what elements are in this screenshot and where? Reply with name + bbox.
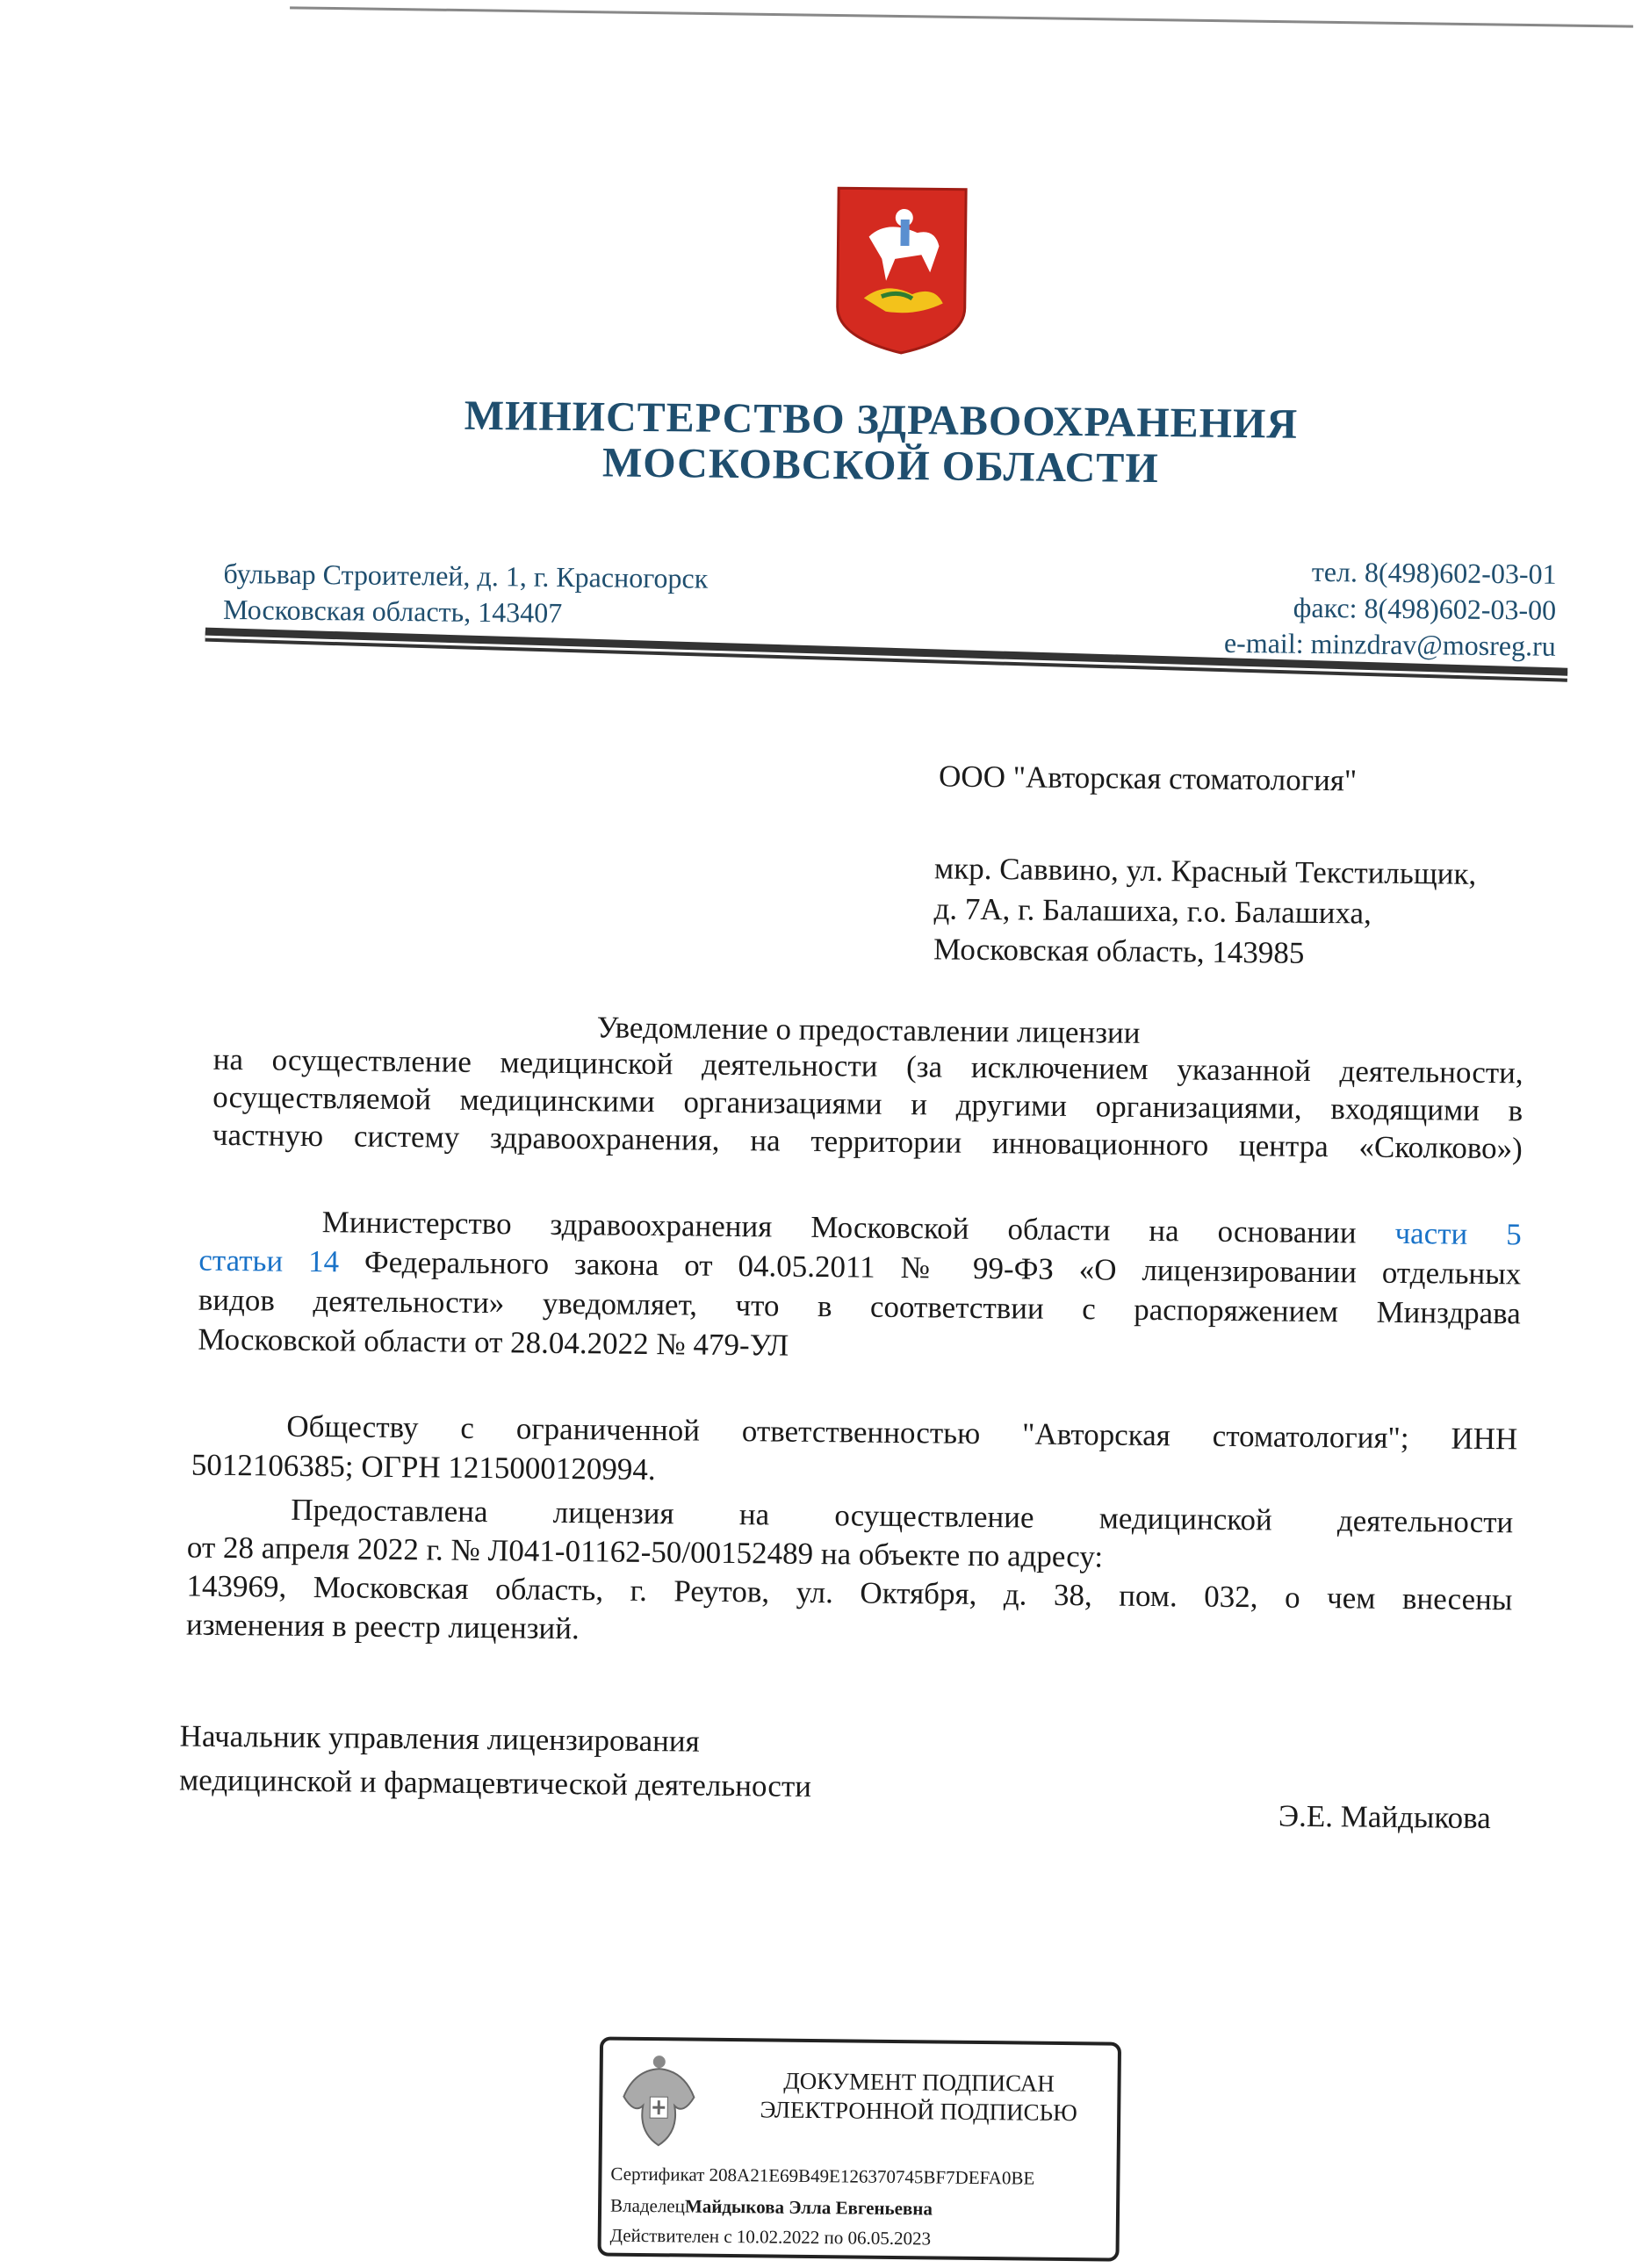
notice-line: частную систему здравоохранения, на территории инновационного центра «Сколково») [212,1117,1523,1166]
recipient-address-line2: д. 7А, г. Балашиха, г.о. Балашиха, [933,891,1372,931]
certificate-number: Сертификат 208A21E69B49E126370745BF7DEFA0BE [610,2163,1035,2189]
email: e-mail: minzdrav@mosreg.ru [1223,626,1556,662]
p1-line3: видов деятельности» уведомляет, что в соответствии с распоряжением Минздрава [198,1282,1521,1331]
owner-label: Владелец [609,2194,686,2217]
p1-line4: Московской области от 28.04.2022 № 479-УЛ [198,1321,789,1363]
law-part-link[interactable]: части 5 [1394,1215,1522,1252]
paragraph-2 [191,1406,1518,1499]
stamp-title-line2: ЭЛЕКТРОННОЙ ПОДПИСЬЮ [760,2096,1078,2127]
address-line2: Московская область, 143407 [222,593,563,629]
notice-line: на осуществление медицинской деятельности (за исключением указанной деятельности, [212,1041,1523,1091]
stamp-title [734,2066,1104,2128]
p2-line1: Обществу с ограниченной ответственностью "Авторская стоматология"; ИНН [286,1408,1518,1457]
electronic-signature-stamp [597,2036,1121,2261]
stamp-title-line1: ДОКУМЕНТ ПОДПИСАН [783,2067,1055,2097]
law-article-link[interactable]: статьи 14 [198,1242,340,1279]
address-line1: бульвар Строителей, д. 1, г. Красногорск [223,557,709,594]
owner-name: Майдыкова Элла Евгеньевна [684,2195,933,2220]
p1-text: Министерство здравоохранения Московской области на основании [321,1205,1357,1250]
notice-line: осуществляемой медицинскими организациями и другими организациями, входящими в [212,1079,1523,1128]
position-line1: Начальник управления лицензирования [179,1718,700,1759]
fax: факс: 8(498)602-03-00 [1293,591,1557,626]
p2-line2: 5012106385; ОГРН 1215000120994. [191,1447,656,1487]
signatory-position [179,1714,812,1809]
position-line2: медицинской и фармацевтической деятельности [178,1762,812,1804]
signatory-name: Э.Е. Майдыкова [1278,1798,1491,1836]
paragraph-3 [186,1490,1514,1659]
recipient-name: ООО "Авторская стоматология" [938,759,1358,798]
recipient-address [933,848,1477,975]
notice-title: Уведомление о предоставлении лицензии [596,1010,1141,1050]
moscow-region-coat-of-arms-icon [832,184,970,356]
phone: тел. 8(498)602-03-01 [1311,555,1557,590]
recipient-address-line3: Московская область, 143985 [933,932,1305,970]
ministry-title-line1: МИНИСТЕРСТВО ЗДРАВООХРАНЕНИЯ [464,392,1299,448]
p1-text: Федерального закона от 04.05.2011 № 99-ФЗ «О лицензировании отдельных [364,1244,1522,1292]
paragraph-1 [198,1201,1522,1373]
certificate-owner [610,2195,933,2221]
ministry-contacts [1224,553,1557,665]
p3-line2: от 28 апреля 2022 г. № Л041-01162-50/00152489 на объекте по адресу: [186,1530,1104,1574]
ministry-title-line2: МОСКОВСКОЙ ОБЛАСТИ [601,439,1159,493]
recipient-address-line1: мкр. Саввино, ул. Красный Текстильщик, [933,851,1477,891]
p3-line4: изменения в реестр лицензий. [185,1607,580,1646]
p3-line3: 143969, Московская область, г. Реутов, ул. Октября, д. 38, пом. 032, о чем внесены [186,1568,1513,1617]
p3-line1: Предоставлена лицензия на осуществление медицинской деятельности [291,1492,1514,1540]
ministry-address [223,556,709,633]
notice-subtitle [212,1040,1523,1168]
certificate-validity: Действителен с 10.02.2022 по 06.05.2023 [609,2224,932,2250]
russian-eagle-emblem-icon [616,2053,702,2150]
